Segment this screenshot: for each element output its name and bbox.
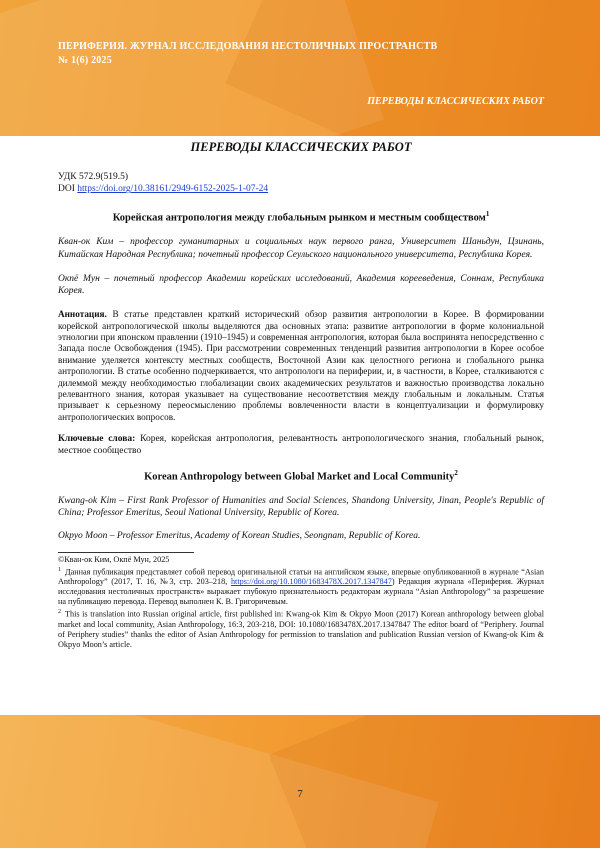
footnote-2-text: This is translation into Russian original article, first published in: Kwang-ok Kim & Okpyo Moon (2017) Korean anthropology between global market and local community, Asian Anthropology, 16:3, 203-218, DOI: 10.1080/1683478X.2017.1347847 The editor board of “Periphery. Journal of Periphery studies” thanks the editor of Asian Anthropology for permission to translation and publication Russian version of Kwang-ok Kim & Okpyo Moon’s article. — [58, 610, 544, 650]
abstract-ru — [58, 309, 544, 423]
doi-line — [58, 183, 544, 195]
journal-issue: № 1(6) 2025 — [58, 55, 112, 66]
article-meta — [58, 171, 544, 195]
footnote-ref-1[interactable]: 1 — [485, 210, 490, 219]
abstract-label: Аннотация. — [58, 309, 107, 320]
author-kim-ru: Кван-ок Ким – профессор гуманитарных и социальных наук первого ранга, Университет Шаньдун, Цзинань, Китайская Народная Республика; почетный профессор Сеульского национального университета, Республика Корея. — [58, 237, 544, 260]
abstract-text: В статье представлен краткий исторический обзор развития антропологии в Корее. В формировании корейской антропологической школы выделяются два основных этапа: развитие антропологии в форме колониальной этнологии при японском правлении (1910–1945) и современная антропология, которая была воспринята непосредственно с Запада после Освобождения (1945). При рассмотрении современных тенденций развития антропологии в Корее особое внимание уделяется контексту местных сообществ, Восточной Азии как целостного региона и глобального рынка антропологии. В статье особенно подчеркивается, что антропологи на периферии, и, в частности, в Корее, сталкиваются с дилеммой между необходимостью глобализации своих академических результатов и важностью производства локально релевантного знания, которая указывает на существование несоответствия между глобальным и локальным. Статья призывает к серьезному переосмыслению проблемы вовлеченности власти в концептуализации и формулировку антропологических вопросов. — [58, 309, 544, 422]
keywords-ru — [58, 433, 544, 457]
footnote-1-text-a: Данная публикация представляет собой перевод оригинальной статьи на английском языке, впервые опубликованной в журнале “Asian Anthropology” (2017, Т. 16, №3, стр. 203–218, — [58, 567, 544, 587]
footnote-2-mark: 2 — [58, 609, 61, 616]
footnote-1-doi-link[interactable]: https://doi.org/10.1080/1683478X.2017.1347847 — [230, 577, 392, 587]
article-title-en — [58, 468, 544, 483]
footnote-1-mark: 1 — [58, 566, 61, 573]
footnote-1 — [58, 565, 544, 608]
section-label: ПЕРЕВОДЫ КЛАССИЧЕСКИХ РАБОТ — [367, 96, 544, 107]
footer-decor-shape — [269, 715, 600, 848]
journal-title — [58, 40, 437, 68]
footnote-1-text-b: ) Редакция журнала «Периферия. Журнал исследования нестоличных пространств» выражает глубокую признательность редакторам журнала “Asian Anthropology” за разрешение на публикацию перевода. Перевод выполнен К. В. Григоричевым. — [58, 577, 544, 607]
footnote-ref-2[interactable]: 2 — [454, 469, 458, 478]
author-kim-en: Kwang-ok Kim – First Rank Professor of Humanities and Social Sciences, Shandong University, Jinan, People's Republic of China; Professor Emeritus, Seoul National University, Republic of Korea. — [58, 496, 544, 519]
article-title-en-text: Korean Anthropology between Global Market and Local Community — [144, 471, 455, 483]
article-body — [58, 142, 544, 650]
section-heading: ПЕРЕВОДЫ КЛАССИЧЕСКИХ РАБОТ — [190, 140, 412, 154]
journal-name: ПЕРИФЕРИЯ. ЖУРНАЛ ИССЛЕДОВАНИЯ НЕСТОЛИЧНЫХ ПРОСТРАНСТВ — [58, 41, 438, 52]
author-moon-en: Okpyo Moon – Professor Emeritus, Academy of Korean Studies, Seongnam, Republic of Korea. — [58, 530, 421, 541]
udk-code: УДК 572.9(519.5) — [58, 172, 129, 183]
page-footer-band — [0, 715, 600, 848]
article-title-ru — [58, 209, 544, 224]
page-number: 7 — [297, 788, 303, 800]
article-title-ru-text: Корейская антропология между глобальным рынком и местным сообществом — [112, 212, 486, 224]
doi-link[interactable]: https://doi.org/10.38161/2949-6152-2025-1-07-24 — [77, 184, 269, 195]
doi-label: DOI — [58, 184, 78, 195]
footnote-divider — [58, 552, 194, 553]
keywords-text: Корея, корейская антропология, релевантность антропологического знания, глобальный рынок, местное сообщество — [58, 434, 545, 457]
author-moon-ru: Окпё Мун – почетный профессор Академии корейских исследований, Академия корееведения, Соннам, Республика Корея. — [58, 273, 544, 296]
footnotes — [58, 555, 544, 650]
copyright-line: ©Кван-ок Ким, Окпё Мун, 2025 — [58, 554, 170, 564]
footnote-2 — [58, 607, 544, 650]
keywords-label: Ключевые слова: — [58, 434, 136, 445]
page-header-band — [0, 0, 600, 136]
